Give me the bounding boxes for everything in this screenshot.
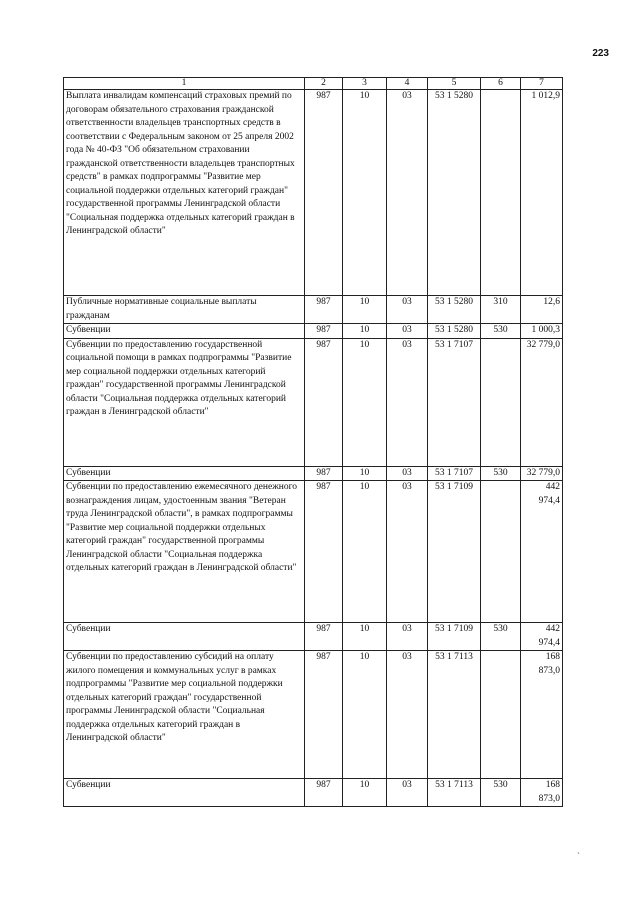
cell-target-item: 53 1 5280 bbox=[428, 324, 481, 339]
item-name: Субвенции по предоставлению ежемесячного денежного вознаграждения лицам, удостоенным звания "Ветеран труда Ленинградской области", в рамках подпрограммы "Развитие мер социальной поддержки отдельных категорий граждан" государственной программы Ленинградской области "Социальная поддержка отдельных категорий граждан в Ленинградской области" bbox=[64, 481, 305, 623]
cell-ministry: 987 bbox=[305, 324, 343, 339]
cell-expense-type bbox=[481, 481, 521, 623]
cell-expense-type: 530 bbox=[481, 466, 521, 481]
cell-ministry: 987 bbox=[305, 466, 343, 481]
table-row bbox=[64, 466, 563, 481]
cell-amount: 1 000,3 bbox=[521, 324, 563, 339]
item-name: Субвенции bbox=[64, 466, 305, 481]
cell-ministry: 987 bbox=[305, 90, 343, 296]
cell-subsection: 03 bbox=[387, 651, 428, 779]
cell-target-item: 53 1 5280 bbox=[428, 296, 481, 324]
cell-target-item: 53 1 7113 bbox=[428, 779, 481, 807]
cell-expense-type: 310 bbox=[481, 296, 521, 324]
cell-section: 10 bbox=[343, 324, 387, 339]
cell-subsection: 03 bbox=[387, 324, 428, 339]
column-header: 4 bbox=[387, 78, 428, 90]
cell-target-item: 53 1 7109 bbox=[428, 623, 481, 651]
cell-ministry: 987 bbox=[305, 779, 343, 807]
cell-target-item: 53 1 7113 bbox=[428, 651, 481, 779]
cell-target-item: 53 1 7109 bbox=[428, 481, 481, 623]
cell-section: 10 bbox=[343, 466, 387, 481]
cell-amount: 442 974,4 bbox=[521, 481, 563, 623]
column-header: 1 bbox=[64, 78, 305, 90]
cell-ministry: 987 bbox=[305, 623, 343, 651]
cell-ministry: 987 bbox=[305, 296, 343, 324]
cell-section: 10 bbox=[343, 481, 387, 623]
cell-section: 10 bbox=[343, 338, 387, 466]
column-header: 7 bbox=[521, 78, 563, 90]
cell-expense-type: 530 bbox=[481, 623, 521, 651]
table-row bbox=[64, 481, 563, 623]
cell-amount: 32 779,0 bbox=[521, 466, 563, 481]
cell-target-item: 53 1 7107 bbox=[428, 466, 481, 481]
cell-subsection: 03 bbox=[387, 779, 428, 807]
item-name: Публичные нормативные социальные выплаты гражданам bbox=[64, 296, 305, 324]
table-row bbox=[64, 338, 563, 466]
table-row bbox=[64, 90, 563, 296]
cell-expense-type bbox=[481, 90, 521, 296]
cell-ministry: 987 bbox=[305, 481, 343, 623]
item-name: Выплата инвалидам компенсаций страховых премий по договорам обязательного страхования гражданской ответственности владельцев транспортных средств в соответствии с Федеральным законом от 25 апреля 2002 года № 40-ФЗ "Об обязательном страховании гражданской ответственности владельцев транспортных средств" в рамках подпрограммы "Развитие мер социальной поддержки отдельных категорий граждан" государственной программы Ленинградской области "Социальная поддержка отдельных категорий граждан в Ленинградской области" bbox=[64, 90, 305, 296]
scan-mark: ` bbox=[577, 851, 580, 861]
cell-amount: 168 873,0 bbox=[521, 651, 563, 779]
item-name: Субвенции по предоставлению субсидий на оплату жилого помещения и коммунальных услуг в рамках подпрограммы "Развитие мер социальной поддержки отдельных категорий граждан" государственной программы Ленинградской области "Социальная поддержка отдельных категорий граждан в Ленинградской области" bbox=[64, 651, 305, 779]
item-name: Субвенции по предоставлению государственной социальной помощи в рамках подпрограммы "Развитие мер социальной поддержки отдельных категорий граждан" государственной программы Ленинградской области "Социальная поддержка отдельных категорий граждан в Ленинградской области" bbox=[64, 338, 305, 466]
table-row bbox=[64, 623, 563, 651]
cell-ministry: 987 bbox=[305, 651, 343, 779]
item-name: Субвенции bbox=[64, 324, 305, 339]
cell-expense-type: 530 bbox=[481, 324, 521, 339]
item-name: Субвенции bbox=[64, 779, 305, 807]
cell-expense-type bbox=[481, 338, 521, 466]
cell-amount: 168 873,0 bbox=[521, 779, 563, 807]
cell-subsection: 03 bbox=[387, 338, 428, 466]
item-name: Субвенции bbox=[64, 623, 305, 651]
cell-subsection: 03 bbox=[387, 296, 428, 324]
cell-section: 10 bbox=[343, 651, 387, 779]
column-header: 6 bbox=[481, 78, 521, 90]
cell-expense-type bbox=[481, 651, 521, 779]
table-row bbox=[64, 296, 563, 324]
cell-subsection: 03 bbox=[387, 623, 428, 651]
cell-amount: 442 974,4 bbox=[521, 623, 563, 651]
cell-target-item: 53 1 7107 bbox=[428, 338, 481, 466]
cell-ministry: 987 bbox=[305, 338, 343, 466]
cell-target-item: 53 1 5280 bbox=[428, 90, 481, 296]
column-header: 2 bbox=[305, 78, 343, 90]
table-row bbox=[64, 779, 563, 807]
cell-amount: 12,6 bbox=[521, 296, 563, 324]
cell-section: 10 bbox=[343, 779, 387, 807]
column-header: 3 bbox=[343, 78, 387, 90]
table-row bbox=[64, 324, 563, 339]
cell-amount: 1 012,9 bbox=[521, 90, 563, 296]
page-number: 223 bbox=[592, 48, 609, 59]
column-number-row bbox=[64, 78, 563, 90]
cell-subsection: 03 bbox=[387, 466, 428, 481]
cell-section: 10 bbox=[343, 296, 387, 324]
table-row bbox=[64, 651, 563, 779]
cell-subsection: 03 bbox=[387, 90, 428, 296]
cell-expense-type: 530 bbox=[481, 779, 521, 807]
cell-amount: 32 779,0 bbox=[521, 338, 563, 466]
cell-section: 10 bbox=[343, 90, 387, 296]
cell-subsection: 03 bbox=[387, 481, 428, 623]
cell-section: 10 bbox=[343, 623, 387, 651]
budget-table bbox=[63, 77, 563, 807]
column-header: 5 bbox=[428, 78, 481, 90]
